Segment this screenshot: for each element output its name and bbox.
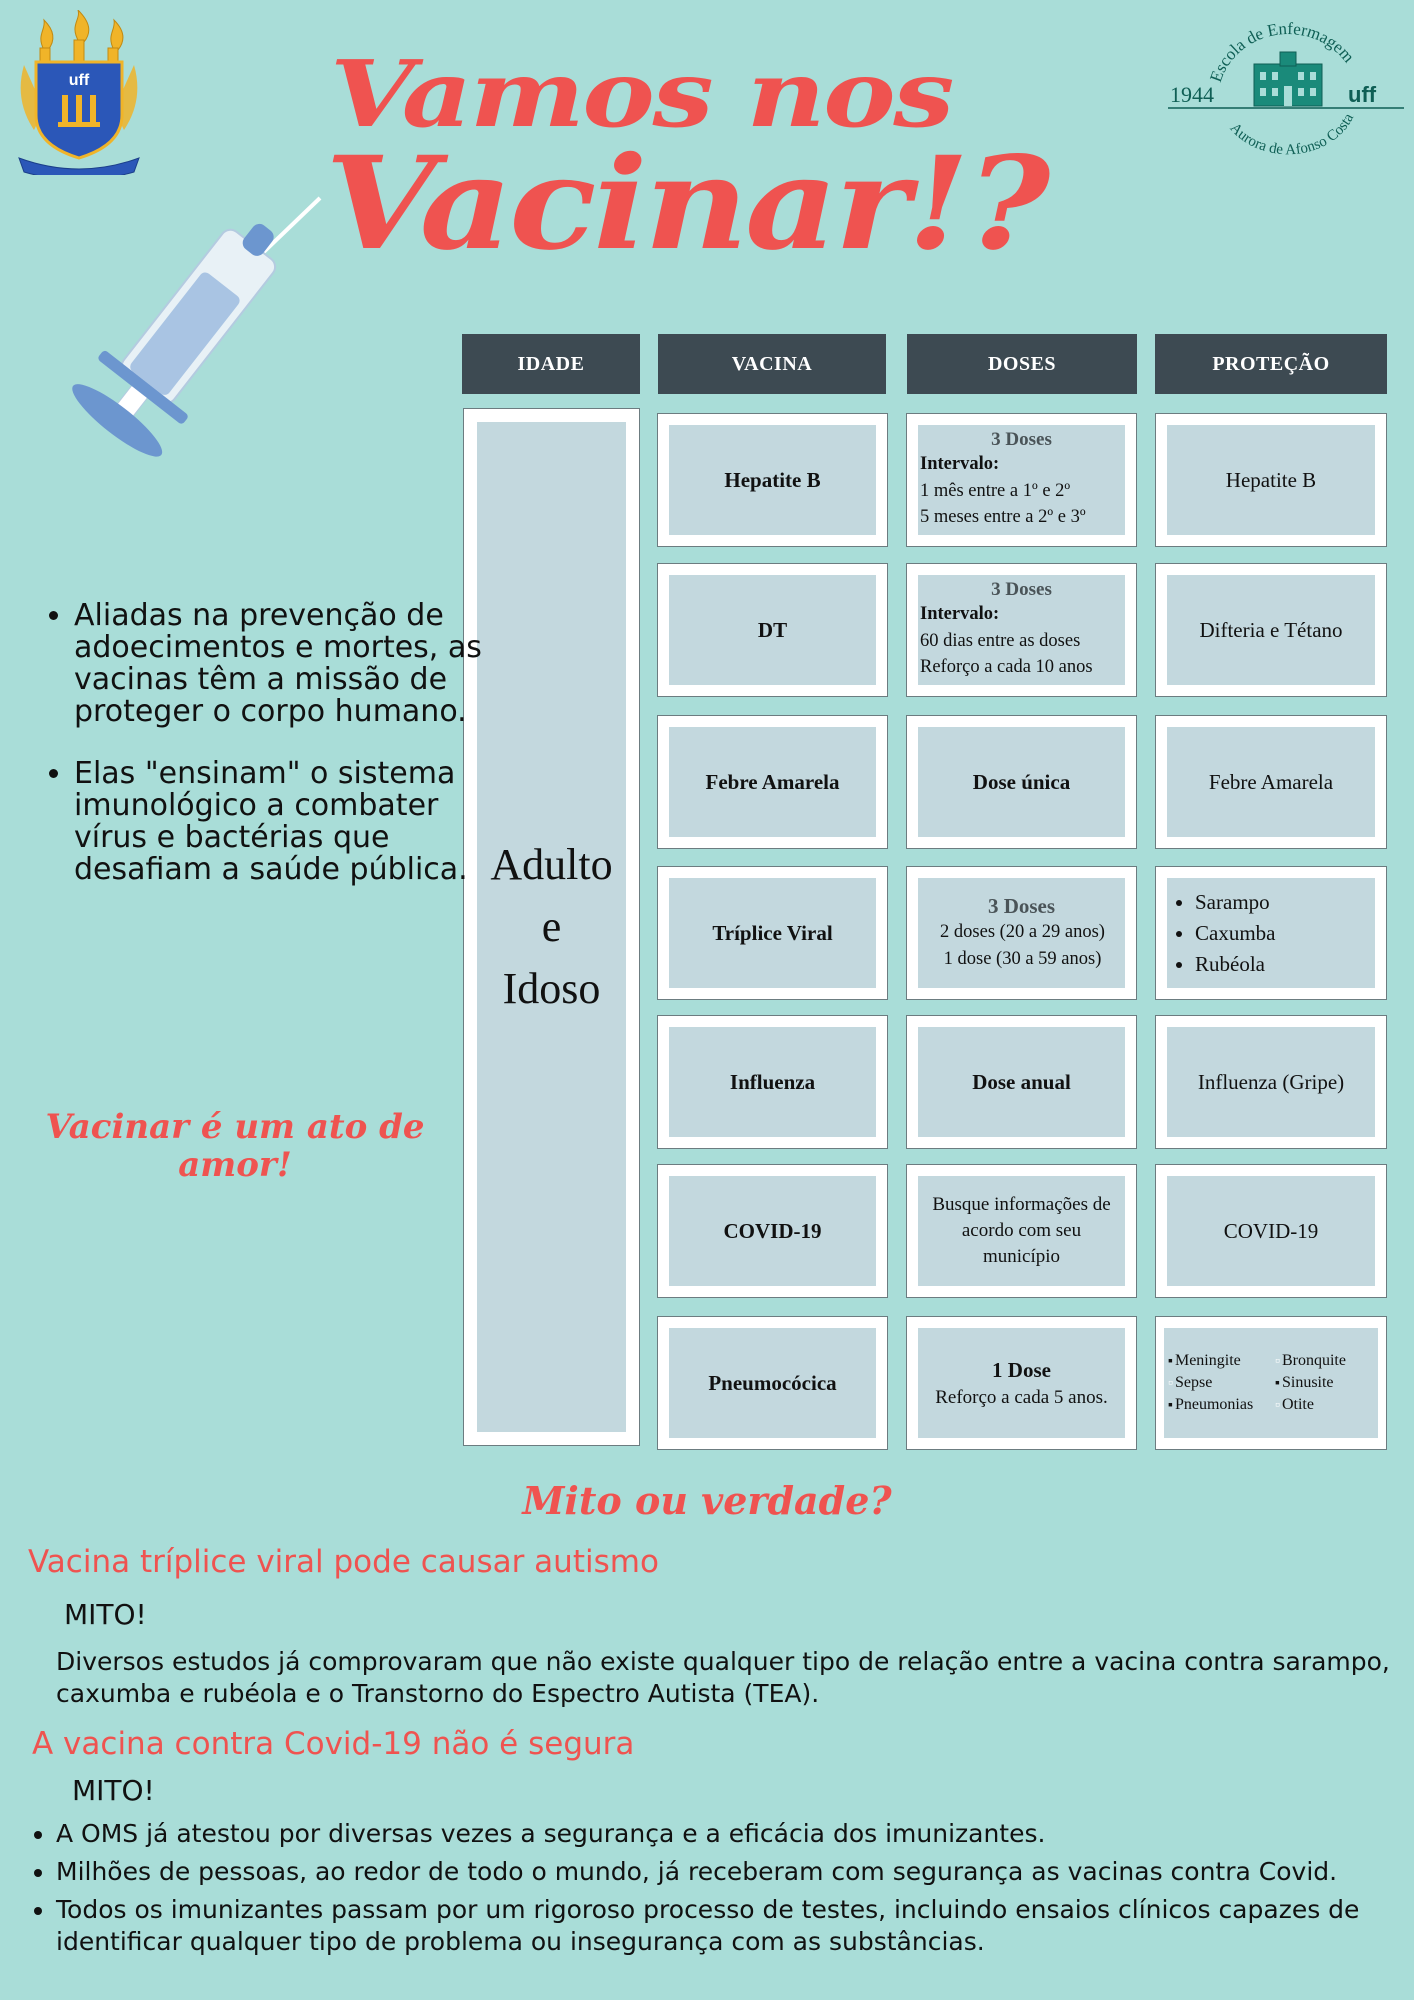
header-vaccine: VACINA bbox=[658, 334, 886, 394]
syringe-icon bbox=[30, 190, 330, 490]
syringe-illustration bbox=[30, 190, 330, 490]
svg-text:uff: uff bbox=[68, 72, 90, 89]
protection-item: ▪ Pneumonias bbox=[1168, 1396, 1267, 1414]
protection-cell-influenza bbox=[1155, 1015, 1387, 1149]
vaccine-cell-covid bbox=[657, 1164, 888, 1298]
vaccine-name: Influenza bbox=[729, 1069, 816, 1094]
svg-text:1944: 1944 bbox=[1170, 82, 1214, 107]
age-cell bbox=[463, 408, 640, 1446]
dose-line: 1 mês entre a 1º e 2º bbox=[920, 480, 1071, 501]
vaccine-info-bullets bbox=[40, 600, 494, 916]
protection-cell-hepatite-b bbox=[1155, 413, 1387, 547]
svg-text:Aurora de Afonso Costa: Aurora de Afonso Costa bbox=[1226, 111, 1358, 159]
dose-line: 2 doses (20 a 29 anos) bbox=[940, 921, 1105, 942]
vaccine-name: DT bbox=[757, 617, 788, 642]
protection-item: ▪ Meningite bbox=[1168, 1352, 1267, 1370]
dose-main: 1 Dose bbox=[992, 1357, 1051, 1382]
dose-cell-covid bbox=[906, 1164, 1137, 1298]
age-line: Idoso bbox=[502, 964, 601, 1013]
myth-section-title: Mito ou verdade? bbox=[522, 1478, 892, 1523]
protection-cell-triplice-viral bbox=[1155, 866, 1387, 1000]
protection-item: ▫ Otite bbox=[1275, 1396, 1374, 1414]
myth-fact: • Todos os imunizantes passam por um rigoroso processo de testes, incluindo ensaios clínicos capazes de identificar qualquer tipo de problema ou insegurança com as substâncias. bbox=[56, 1894, 1392, 1958]
protection-item: ▪ Sinusite bbox=[1275, 1374, 1374, 1392]
age-line: e bbox=[541, 902, 562, 951]
dose-cell-dt bbox=[906, 563, 1137, 697]
dose-interval-label: Intervalo: bbox=[920, 453, 1000, 474]
protection-text: Febre Amarela bbox=[1208, 769, 1334, 794]
vaccine-cell-febre-amarela bbox=[657, 715, 888, 849]
myth-question-2: A vacina contra Covid-19 não é segura bbox=[32, 1726, 635, 1762]
protection-text: Influenza (Gripe) bbox=[1197, 1069, 1345, 1094]
myth-question-1: Vacina tríplice viral pode causar autismo bbox=[28, 1544, 659, 1580]
dose-cell-febre-amarela bbox=[906, 715, 1137, 849]
myth-fact: • A OMS já atestou por diversas vezes a segurança e a eficácia dos imunizantes. bbox=[56, 1818, 1392, 1850]
protection-cell-dt bbox=[1155, 563, 1387, 697]
slogan: Vacinar é um ato de amor! bbox=[45, 1107, 425, 1185]
dose-cell-influenza bbox=[906, 1015, 1137, 1149]
dose-title: 3 Doses bbox=[991, 428, 1052, 450]
page-title-line2: Vacinar!? bbox=[325, 129, 1048, 279]
myth-verdict-2: MITO! bbox=[72, 1774, 155, 1807]
page-title-line1: Vamos nos bbox=[330, 40, 953, 148]
myth-facts bbox=[22, 1818, 1392, 1964]
vaccine-cell-influenza bbox=[657, 1015, 888, 1149]
myth-answer-1: Diversos estudos já comprovaram que não existe qualquer tipo de relação entre a vacina contra sarampo, caxumba e rubéola e o Transtorno do Espectro Autista (TEA). bbox=[56, 1647, 1390, 1708]
crest-icon bbox=[14, 10, 144, 175]
age-line: Adulto bbox=[490, 840, 613, 889]
uff-crest-logo bbox=[14, 10, 144, 175]
dose-main: Dose única bbox=[972, 769, 1071, 794]
vaccine-name: Tríplice Viral bbox=[712, 920, 833, 945]
dose-cell-triplice-viral bbox=[906, 866, 1137, 1000]
header-doses: DOSES bbox=[907, 334, 1137, 394]
vaccine-cell-dt bbox=[657, 563, 888, 697]
protection-text: Hepatite B bbox=[1225, 467, 1317, 492]
protection-cell-covid bbox=[1155, 1164, 1387, 1298]
dose-title: 3 Doses bbox=[991, 578, 1052, 600]
protection-item: • Rubéola bbox=[1195, 949, 1275, 980]
dose-cell-hepatite-b bbox=[906, 413, 1137, 547]
dose-title: 3 Doses bbox=[987, 893, 1056, 918]
vaccine-name: Pneumocócica bbox=[708, 1370, 837, 1395]
header-protection: PROTEÇÃO bbox=[1155, 334, 1387, 394]
protection-item: • Caxumba bbox=[1195, 918, 1275, 949]
protection-cell-febre-amarela bbox=[1155, 715, 1387, 849]
protection-cell-pneumococica bbox=[1155, 1316, 1387, 1450]
protection-text: Difteria e Tétano bbox=[1199, 617, 1343, 642]
dose-sub: Reforço a cada 5 anos. bbox=[935, 1386, 1108, 1408]
myth-verdict-1: MITO! bbox=[64, 1598, 147, 1631]
vaccine-name: COVID-19 bbox=[723, 1218, 822, 1243]
dose-line: Reforço a cada 10 anos bbox=[920, 657, 1093, 678]
dose-text: Busque informações de acordo com seu município bbox=[932, 1194, 1111, 1267]
svg-text:Escola de Enfermagem: Escola de Enfermagem bbox=[1206, 22, 1359, 85]
protection-item: • Sarampo bbox=[1195, 887, 1275, 918]
vaccine-cell-hepatite-b bbox=[657, 413, 888, 547]
protection-item: ▫ Bronquite bbox=[1275, 1352, 1374, 1370]
svg-text:uff: uff bbox=[1348, 82, 1377, 107]
dose-line: 5 meses entre a 2º e 3º bbox=[920, 507, 1086, 528]
vaccine-cell-pneumococica bbox=[657, 1316, 888, 1450]
vaccine-name: Hepatite B bbox=[724, 467, 821, 492]
header-age: IDADE bbox=[462, 334, 640, 394]
dose-line: 60 dias entre as doses bbox=[920, 630, 1081, 651]
protection-text: COVID-19 bbox=[1223, 1218, 1319, 1243]
dose-cell-pneumococica bbox=[906, 1316, 1137, 1450]
info-bullet: • Aliadas na prevenção de adoecimentos e mortes, as vacinas têm a missão de proteger o corpo humano. bbox=[74, 600, 494, 728]
dose-interval-label: Intervalo: bbox=[920, 603, 1000, 624]
myth-fact: • Milhões de pessoas, ao redor de todo o mundo, já receberam com segurança as vacinas contra Covid. bbox=[56, 1856, 1392, 1888]
vaccine-name: Febre Amarela bbox=[705, 769, 840, 794]
dose-main: Dose anual bbox=[972, 1069, 1071, 1094]
info-bullet: • Elas "ensinam" o sistema imunológico a combater vírus e bactérias que desafiam a saúde pública. bbox=[74, 758, 494, 886]
protection-item: ▫ Sepse bbox=[1168, 1374, 1267, 1392]
dose-line: 1 dose (30 a 59 anos) bbox=[943, 948, 1102, 969]
vaccine-cell-triplice-viral bbox=[657, 866, 888, 1000]
